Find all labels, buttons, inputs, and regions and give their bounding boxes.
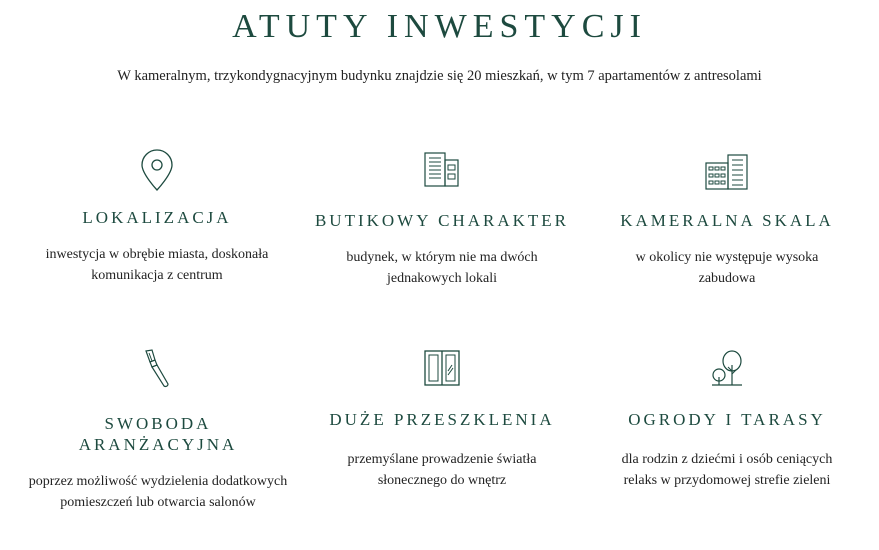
feature-butikowy-charakter	[297, 150, 587, 289]
feature-desc-line: dla rodzin z dziećmi i osób ceniących	[621, 452, 833, 467]
location-pin-icon	[137, 148, 177, 192]
feature-duze-przeszklenia	[297, 349, 587, 491]
feature-title: LOKALIZACJA	[82, 208, 232, 227]
feature-desc-line: komunikacja z centrum	[91, 268, 223, 283]
feature-lokalizacja	[12, 148, 302, 286]
feature-title: BUTIKOWY CHARAKTER	[314, 211, 570, 230]
trees-icon	[710, 349, 744, 387]
page-title: ATUTY INWESTYCJI	[232, 8, 647, 45]
feature-desc-line: relaks w przydomowej strefie zieleni	[623, 473, 831, 488]
feature-title: OGRODY I TARASY	[628, 410, 826, 429]
feature-swoboda-aranzacyjna	[12, 348, 304, 513]
feature-title: DUŻE PRZESZKLENIA	[329, 410, 555, 429]
paintbrush-icon	[138, 348, 178, 388]
feature-desc-line: zabudowa	[698, 271, 756, 286]
feature-ogrody-i-tarasy	[582, 349, 872, 491]
feature-desc-line: poprzez możliwość wydzielenia dodatkowych	[28, 474, 288, 489]
feature-title: KAMERALNA SKALA	[620, 211, 834, 230]
boutique-building-icon	[422, 150, 462, 188]
window-icon	[423, 349, 461, 387]
page-subtitle: W kameralnym, trzykondygnacyjnym budynku znajdzie się 20 mieszkań, w tym 7 apartamentów z antresolami	[117, 68, 762, 84]
feature-desc-line: pomieszczeń lub otwarcia salonów	[60, 495, 256, 510]
feature-title-line: SWOBODA	[104, 414, 212, 433]
feature-desc-line: jednakowych lokali	[386, 271, 498, 286]
feature-desc-line: przemyślane prowadzenie światła	[347, 452, 537, 467]
feature-desc-line: budynek, w którym nie ma dwóch	[346, 250, 538, 265]
feature-desc-line: w okolicy nie występuje wysoka	[635, 250, 819, 265]
buildings-icon	[704, 153, 750, 191]
feature-kameralna-skala	[582, 153, 872, 289]
feature-desc-line: słonecznego do wnętrz	[377, 473, 507, 488]
feature-desc-line: inwestycja w obrębie miasta, doskonała	[45, 247, 269, 262]
feature-title-line: ARANŻACYJNA	[78, 435, 238, 454]
